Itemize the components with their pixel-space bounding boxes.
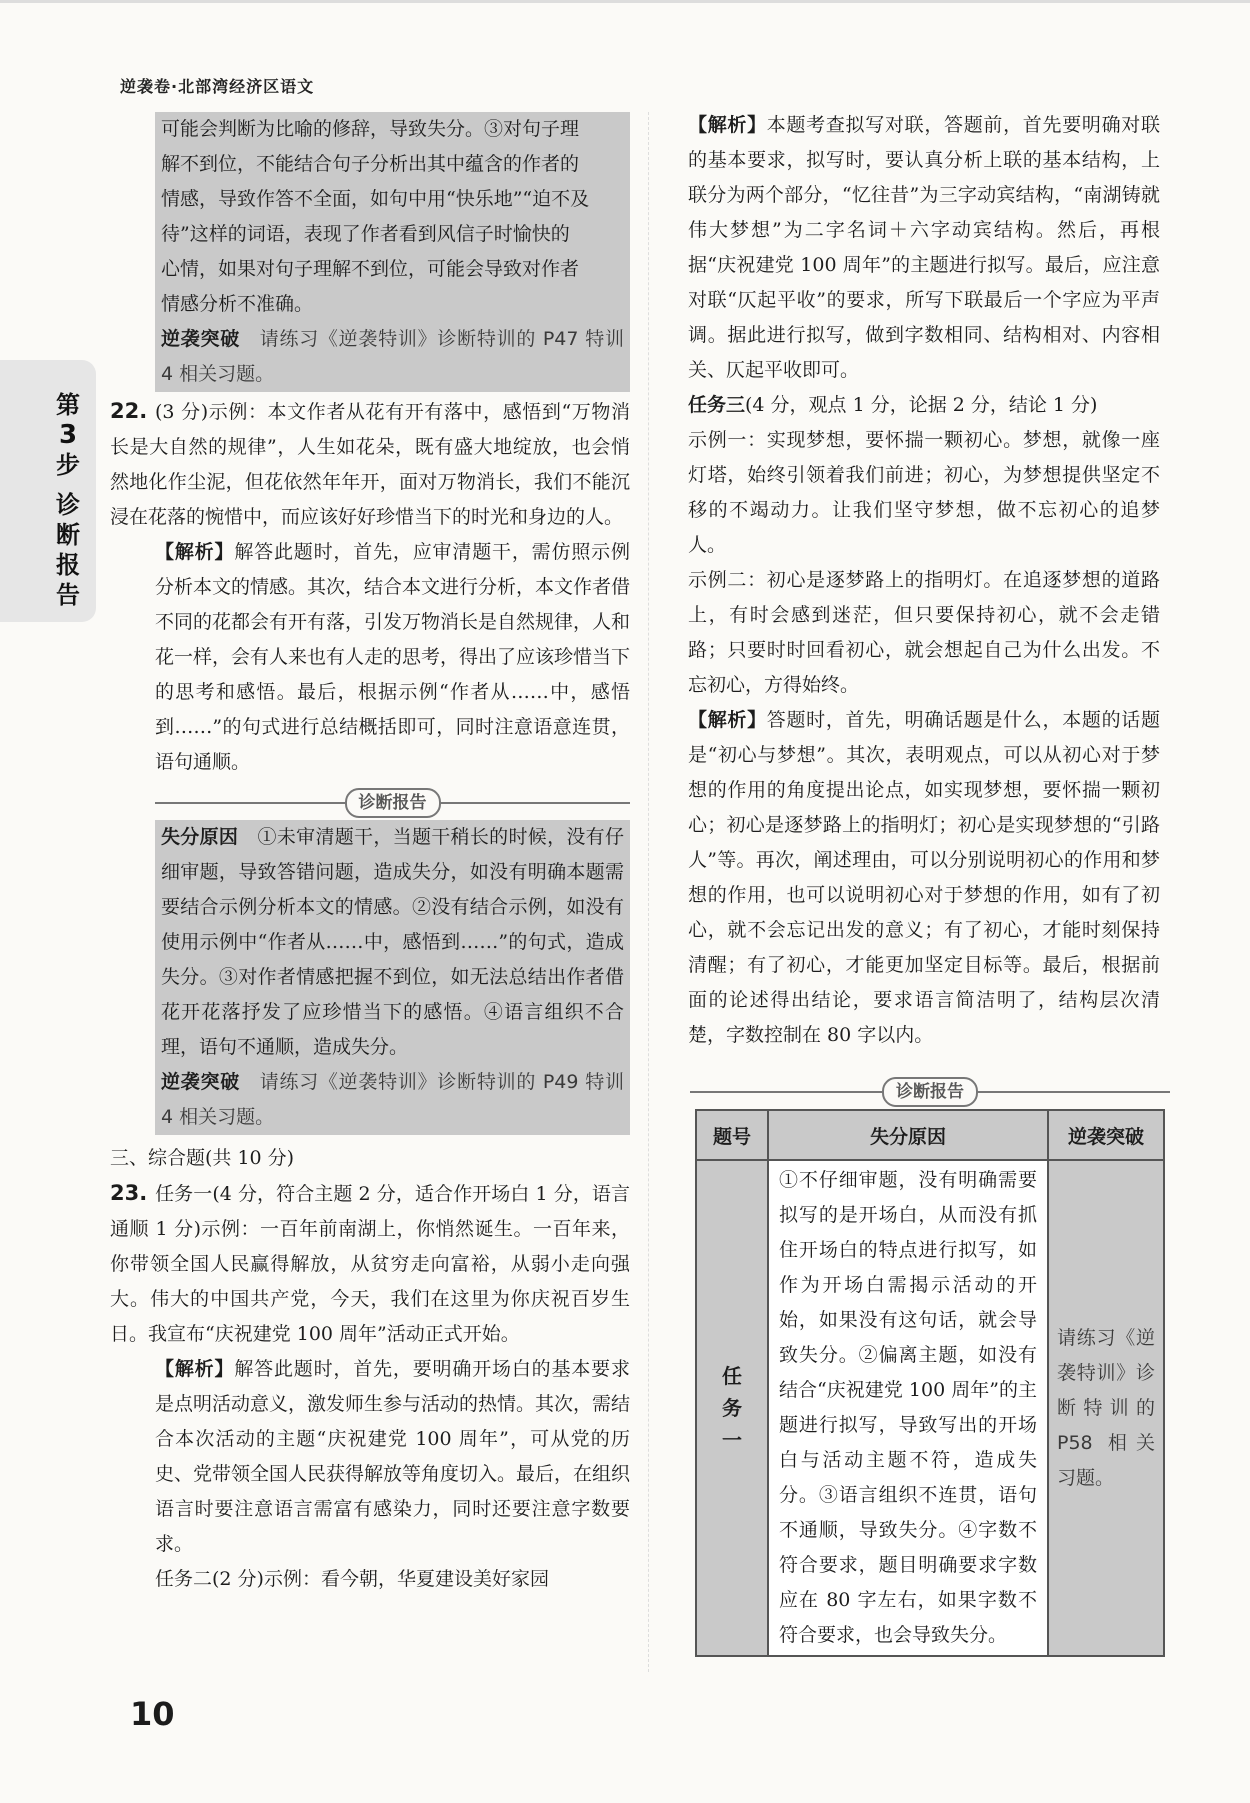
analysis-label: 【解析】 <box>688 114 767 136</box>
table-header-row <box>696 1110 1164 1160</box>
cont-line: 情感，导致作答不全面，如句中用“快乐地”“迫不及 <box>161 188 590 210</box>
loss-reason-text: ①未审清题干，当题干稍长的时候，没有仔细审题，导致答错问题，造成失分，如没有明确本题需要结合示例分析本文的情感。②没有结合示例，如没有使用示例中“作者从……中，感悟到……”的句式，造成失分。③对作者情感把握不到位，如无法总结出作者借花开花落抒发了应珍惜当下的感悟。④语言组织不合理，语句不通顺，造成失分。 <box>161 826 624 1058</box>
analysis-text: 本题考查拟写对联，答题前，首先要明确对联的基本要求，拟写时，要认真分析上联的基本结构，上联分为两个部分，“忆往昔”为三字动宾结构，“南湖铸就伟大梦想”为二字名词＋六字动宾结构。然后，再根据“庆祝建党 100 周年”的主题进行拟写。最后，应注意对联“仄起平收”的要求，所写下联最后一个字应为平声调。据此进行拟写，做到字数相同、结构相对、内容相关、仄起平收即可。 <box>688 114 1160 381</box>
cont-line: 解不到位，不能结合句子分析出其中蕴含的作者的 <box>161 153 580 175</box>
section-heading: 三、综合题(共 10 分) <box>110 1147 295 1169</box>
continued-diagnosis-box <box>155 112 630 392</box>
question-number: 22. <box>110 399 148 423</box>
breakthrough-1 <box>161 322 624 392</box>
diagnosis-title-bar <box>155 786 630 820</box>
table-row <box>696 1160 1164 1656</box>
example-1: 示例一：实现梦想，要怀揣一颗初心。梦想，就像一座灯塔，始终引领着我们前进；初心，为梦想提供坚定不移的不竭动力。让我们坚守梦想，做不忘初心的追梦人。 <box>688 429 1160 556</box>
breakthrough-text: 请练习《逆袭特训》诊断特训的 P49 特训 4 相关习题。 <box>161 1071 624 1128</box>
breakthrough-cell: 请练习《逆袭特训》诊断特训的 P58 相关习题。 <box>1048 1160 1164 1656</box>
analysis-label: 【解析】 <box>155 541 235 563</box>
diagnosis-box-22 <box>155 820 630 1135</box>
cont-line: 可能会判断为比喻的修辞，导致失分。③对句子理 <box>161 118 580 140</box>
step-suffix: 步 <box>56 451 80 479</box>
loss-reason-label: 失分原因 <box>161 826 239 848</box>
step-indicator <box>52 390 84 480</box>
diagnosis-table-section <box>690 1075 1170 1657</box>
column-header: 题号 <box>696 1110 768 1160</box>
example-2: 示例二：初心是逐梦路上的指明灯。在追逐梦想的道路上，有时会感到迷茫，但只要保持初心，就不会走错路；只要时时回看初心，就会想起自己为什么出发。不忘初心，方得始终。 <box>688 569 1160 696</box>
reason-cell: ①不仔细审题，没有明确需要拟写的是开场白，从而没有抓住开场白的特点进行拟写，如作为开场白需揭示活动的开始，如果没有这句话，就会导致失分。②偏离主题，如没有结合“庆祝建党 100 周年”的主题进行拟写，导致写出的开场白与活动主题不符，造成失分。③语言组织不连贯，语句不通顺，导致失分。④字数不符合要求，题目明确要求字数应在 80 字左右，如果字数不符合要求，也会导致失分。 <box>768 1160 1048 1656</box>
column-header: 逆袭突破 <box>1048 1110 1164 1160</box>
answer-text: (3 分)示例：本文作者从花有开有落中，感悟到“万物消长是大自然的规律”，人生如花朵，既有盛大地绽放，也会悄然地化作尘泥，但花依然年年开，面对万物消长，我们不能沉浸在花落的惋惜中，而应该好好珍惜当下的时光和身边的人。 <box>110 401 630 528</box>
right-column <box>688 108 1160 1053</box>
analysis-text: 解答此题时，首先，应审清题干，需仿照示例分析本文的情感。其次，结合本文进行分析，本文作者借不同的花都会有开有落，引发万物消长是自然规律，人和花一样，会有人来也有人走的思考，得出了应该珍惜当下的思考和感悟。最后，根据示例“作者从……中，感悟到……”的句式进行总结概括即可，同时注意语意连贯，语句通顺。 <box>155 541 631 773</box>
side-tab <box>0 360 96 622</box>
column-header: 失分原因 <box>768 1110 1048 1160</box>
breakthrough-label: 逆袭突破 <box>161 328 240 350</box>
analysis-23 <box>110 1352 630 1562</box>
breakthrough-label: 逆袭突破 <box>161 1071 240 1093</box>
running-header: 逆袭卷·北部湾经济区语文 <box>120 77 315 96</box>
task3-label: 任务三 <box>688 394 746 416</box>
task1-answer: 任务一(4 分，符合主题 2 分，适合作开场白 1 分，语言通顺 1 分)示例：一百年前南湖上，你悄然诞生。一百年来，你带领全国人民赢得解放，从贫穷走向富裕，从弱小走向强大。伟大的中国共产党，今天，我们在这里为你庆祝百岁生日。我宣布“庆祝建党 100 周年”活动正式开始。 <box>110 1183 630 1345</box>
task2-answer: 任务二(2 分)示例：看今朝，华夏建设美好家园 <box>155 1568 549 1590</box>
task3-scoring: (4 分，观点 1 分，论据 2 分，结论 1 分) <box>745 394 1098 416</box>
task3-heading <box>688 388 1160 423</box>
diagnosis-title-bar <box>690 1075 1170 1109</box>
question-23 <box>110 1176 630 1352</box>
page-number: 10 <box>130 1695 175 1733</box>
analysis-text: 解答此题时，首先，要明确开场白的基本要求是点明活动意义，激发师生参与活动的热情。其次，需结合本次活动的主题“庆祝建党 100 周年”，可从党的历史、党带领全国人民获得解放等角度切入。最后，在组织语言时要注意语言需富有感染力，同时还要注意字数要求。 <box>155 1358 631 1555</box>
column-divider <box>648 112 650 1672</box>
question-22 <box>110 394 630 535</box>
analysis-text: 答题时，首先，明确话题是什么，本题的话题是“初心与梦想”。其次，表明观点，可以从初心对于梦想的作用的角度提出论点，如实现梦想，要怀揣一颗初心；初心是逐梦路上的指明灯；初心是实现梦想的“引路人”等。再次，阐述理由，可以分别说明初心的作用和梦想的作用，也可以说明初心对于梦想的作用，如有了初心，就不会忘记出发的意义；有了初心，才能时刻保持清醒；有了初心，才能更加坚定目标等。最后，根据前面的论述得出结论，要求语言简洁明了，结构层次清楚，字数控制在 80 字以内。 <box>688 709 1160 1046</box>
cont-line: 心情，如果对句子理解不到位，可能会导致对作者 <box>161 258 580 280</box>
analysis-label: 【解析】 <box>688 709 767 731</box>
diagnosis-title: 诊断报告 <box>882 1077 978 1107</box>
task3-analysis <box>688 703 1160 1053</box>
question-number: 23. <box>110 1181 148 1205</box>
top-border <box>0 0 1250 3</box>
task-label: 任务一 <box>722 1364 742 1452</box>
diagnosis-title: 诊断报告 <box>345 788 441 818</box>
diagnosis-table <box>695 1109 1165 1657</box>
analysis-label: 【解析】 <box>155 1358 235 1380</box>
row-label <box>696 1160 768 1656</box>
analysis-22 <box>110 535 630 780</box>
section-label: 诊断报告 <box>56 491 80 609</box>
cont-line: 待”这样的词语，表现了作者看到风信子时愉快的 <box>161 223 570 245</box>
step-prefix: 第 <box>56 391 80 419</box>
couplet-analysis <box>688 108 1160 388</box>
left-column <box>110 112 630 1597</box>
step-number: 3 <box>58 420 78 450</box>
cont-line: 情感分析不准确。 <box>161 293 314 315</box>
breakthrough-text: 请练习《逆袭特训》诊断特训的 P47 特训 4 相关习题。 <box>161 328 624 385</box>
